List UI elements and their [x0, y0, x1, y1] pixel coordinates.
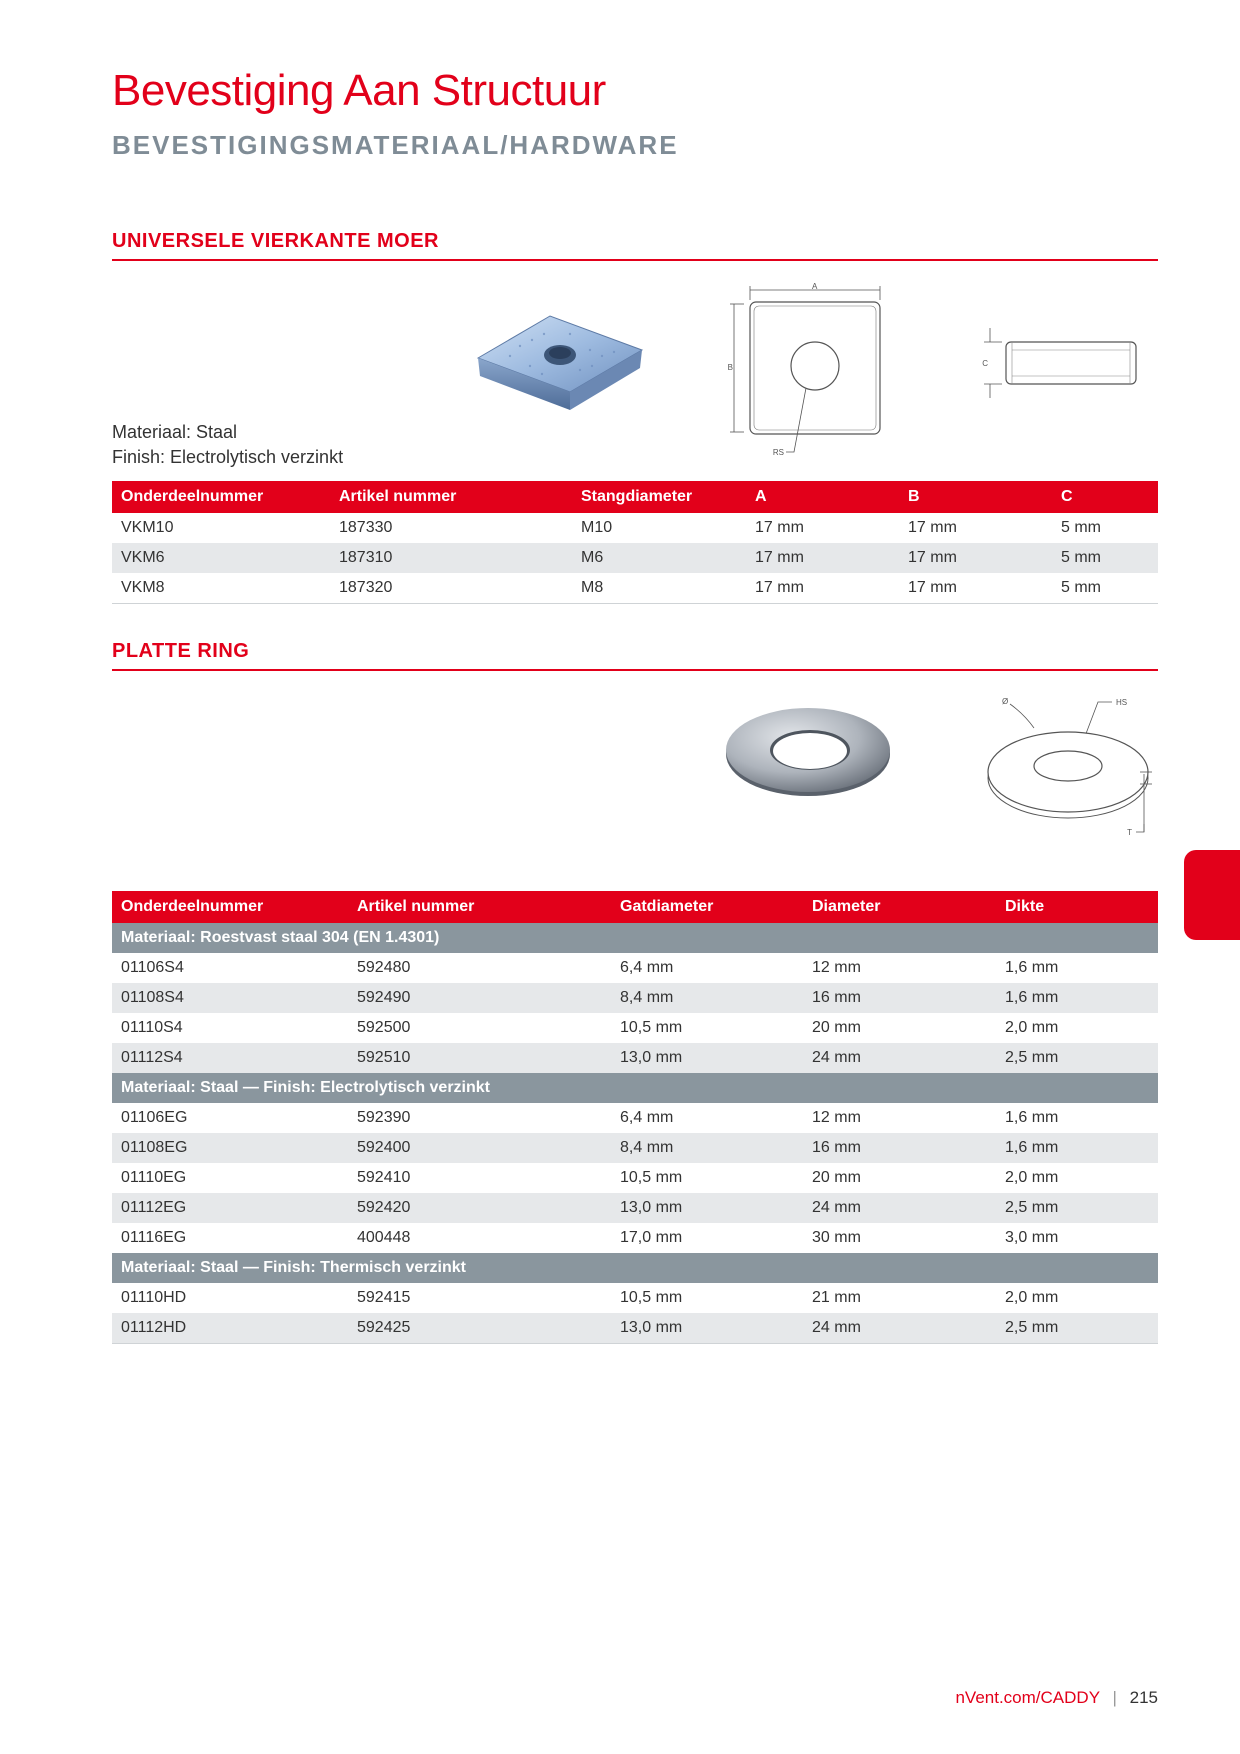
table-cell: 17 mm — [746, 573, 899, 603]
table-cell: 5 mm — [1052, 513, 1158, 543]
table-cell: 187320 — [330, 573, 572, 603]
table-cell: 01112EG — [112, 1193, 348, 1223]
table-cell: 17 mm — [899, 513, 1052, 543]
table-cell: 16 mm — [803, 983, 996, 1013]
table-cell: 2,5 mm — [996, 1193, 1158, 1223]
table-cell: 20 mm — [803, 1013, 996, 1043]
column-header: Onderdeelnummer — [112, 481, 330, 513]
dim-label-diameter: Ø — [1002, 697, 1009, 706]
page-subtitle: BEVESTIGINGSMATERIAAL/HARDWARE — [112, 130, 679, 160]
table-cell: 1,6 mm — [996, 1133, 1158, 1163]
table-cell: 187330 — [330, 513, 572, 543]
table-cell: 01116EG — [112, 1223, 348, 1253]
column-header: Diameter — [803, 891, 996, 923]
table-cell: 13,0 mm — [611, 1313, 803, 1343]
table-row — [112, 1133, 1158, 1163]
table-row — [112, 1283, 1158, 1313]
page-number: 215 — [1129, 1688, 1158, 1707]
table-cell: 400448 — [348, 1223, 611, 1253]
table-cell: 30 mm — [803, 1223, 996, 1253]
table-cell: 01112HD — [112, 1313, 348, 1343]
table-cell: 592500 — [348, 1013, 611, 1043]
table-cell: 8,4 mm — [611, 1133, 803, 1163]
square-nut-front-drawing — [724, 282, 894, 472]
column-header: A — [746, 481, 899, 513]
table-row — [112, 573, 1158, 603]
table-cell: 01108S4 — [112, 983, 348, 1013]
table-row — [112, 1013, 1158, 1043]
table-cell: 01106EG — [112, 1103, 348, 1133]
table-group-row — [112, 923, 1158, 953]
column-header: Stangdiameter — [572, 481, 746, 513]
column-header: C — [1052, 481, 1158, 513]
table-cell: 3,0 mm — [996, 1223, 1158, 1253]
table-cell: 13,0 mm — [611, 1043, 803, 1073]
footer-separator: | — [1112, 1688, 1117, 1707]
column-header: Artikel nummer — [330, 481, 572, 513]
table-cell: 17,0 mm — [611, 1223, 803, 1253]
table-cell: 16 mm — [803, 1133, 996, 1163]
table-cell: 6,4 mm — [611, 953, 803, 983]
table-cell: 592410 — [348, 1163, 611, 1193]
table-cell: M6 — [572, 543, 746, 573]
table-row — [112, 1223, 1158, 1253]
table-cell: 2,5 mm — [996, 1313, 1158, 1343]
column-header: Onderdeelnummer — [112, 891, 348, 923]
material-info — [112, 420, 343, 470]
group-label: Materiaal: Roestvast staal 304 (EN 1.4301) — [112, 923, 1158, 953]
table-cell: 2,0 mm — [996, 1283, 1158, 1313]
table-group-row — [112, 1073, 1158, 1103]
dim-label-t: T — [1127, 828, 1132, 837]
page-title: Bevestiging Aan Structuur — [112, 66, 606, 115]
flat-washer-photo — [724, 698, 894, 798]
table-cell: 2,0 mm — [996, 1013, 1158, 1043]
table-cell: 01110HD — [112, 1283, 348, 1313]
column-header: Gatdiameter — [611, 891, 803, 923]
table-row — [112, 1163, 1158, 1193]
table-cell: 01110EG — [112, 1163, 348, 1193]
side-tab-marker — [1184, 850, 1240, 940]
column-header: B — [899, 481, 1052, 513]
table-group-row — [112, 1253, 1158, 1283]
dim-label-b: B — [727, 363, 733, 372]
table-cell: 24 mm — [803, 1193, 996, 1223]
table-cell: 592480 — [348, 953, 611, 983]
table-cell: 10,5 mm — [611, 1283, 803, 1313]
table-cell: VKM6 — [112, 543, 330, 573]
group-label: Materiaal: Staal — Finish: Electrolytisch verzinkt — [112, 1073, 1158, 1103]
table-cell: 5 mm — [1052, 573, 1158, 603]
table-row — [112, 1193, 1158, 1223]
table-cell: M10 — [572, 513, 746, 543]
table-header-row — [112, 481, 1158, 513]
section-title-flat-washer: PLATTE RING — [112, 640, 1158, 671]
table-cell: 24 mm — [803, 1043, 996, 1073]
table-row — [112, 1103, 1158, 1133]
table-cell: 01106S4 — [112, 953, 348, 983]
table-cell: VKM8 — [112, 573, 330, 603]
table-cell: 592420 — [348, 1193, 611, 1223]
table-cell: 592415 — [348, 1283, 611, 1313]
table-cell: 2,5 mm — [996, 1043, 1158, 1073]
dim-label-rs: RS — [772, 448, 784, 457]
square-nut-photo — [470, 310, 650, 420]
table-cell: 21 mm — [803, 1283, 996, 1313]
table-cell: 13,0 mm — [611, 1193, 803, 1223]
finish-text: Finish: Electrolytisch verzinkt — [112, 447, 344, 467]
table-row — [112, 543, 1158, 573]
table-cell: 2,0 mm — [996, 1163, 1158, 1193]
table-cell: 592390 — [348, 1103, 611, 1133]
table-cell: 17 mm — [746, 513, 899, 543]
table-cell: 8,4 mm — [611, 983, 803, 1013]
table-cell: 1,6 mm — [996, 1103, 1158, 1133]
table-row — [112, 983, 1158, 1013]
table-row — [112, 953, 1158, 983]
flat-washer-drawing — [980, 696, 1160, 846]
table-cell: 17 mm — [899, 543, 1052, 573]
table-header-row — [112, 891, 1158, 923]
table-cell: 12 mm — [803, 1103, 996, 1133]
dim-label-a: A — [812, 282, 818, 291]
table-cell: VKM10 — [112, 513, 330, 543]
square-nut-table — [112, 481, 1158, 604]
table-cell: 01108EG — [112, 1133, 348, 1163]
table-cell: 187310 — [330, 543, 572, 573]
table-cell: 592510 — [348, 1043, 611, 1073]
table-cell: 6,4 mm — [611, 1103, 803, 1133]
table-cell: 5 mm — [1052, 543, 1158, 573]
table-cell: 20 mm — [803, 1163, 996, 1193]
table-cell: 17 mm — [746, 543, 899, 573]
table-cell: 12 mm — [803, 953, 996, 983]
table-cell: M8 — [572, 573, 746, 603]
column-header: Artikel nummer — [348, 891, 611, 923]
table-cell: 10,5 mm — [611, 1013, 803, 1043]
dim-label-c: C — [982, 359, 988, 368]
material-text: Materiaal: Staal — [112, 422, 238, 442]
table-cell: 592400 — [348, 1133, 611, 1163]
flat-washer-table — [112, 891, 1158, 1344]
table-row — [112, 513, 1158, 543]
table-cell: 1,6 mm — [996, 983, 1158, 1013]
table-row — [112, 1043, 1158, 1073]
footer-site-link[interactable]: nVent.com/CADDY — [955, 1688, 1100, 1707]
table-cell: 17 mm — [899, 573, 1052, 603]
table-cell: 01112S4 — [112, 1043, 348, 1073]
section-title-square-nut: UNIVERSELE VIERKANTE MOER — [112, 230, 1158, 261]
table-cell: 24 mm — [803, 1313, 996, 1343]
table-cell: 10,5 mm — [611, 1163, 803, 1193]
group-label: Materiaal: Staal — Finish: Thermisch verzinkt — [112, 1253, 1158, 1283]
dim-label-hs: HS — [1116, 698, 1128, 707]
table-cell: 592425 — [348, 1313, 611, 1343]
square-nut-side-drawing — [980, 324, 1140, 404]
table-row — [112, 1313, 1158, 1343]
table-cell: 592490 — [348, 983, 611, 1013]
column-header: Dikte — [996, 891, 1158, 923]
table-cell: 1,6 mm — [996, 953, 1158, 983]
table-cell: 01110S4 — [112, 1013, 348, 1043]
footer — [955, 1688, 1158, 1708]
